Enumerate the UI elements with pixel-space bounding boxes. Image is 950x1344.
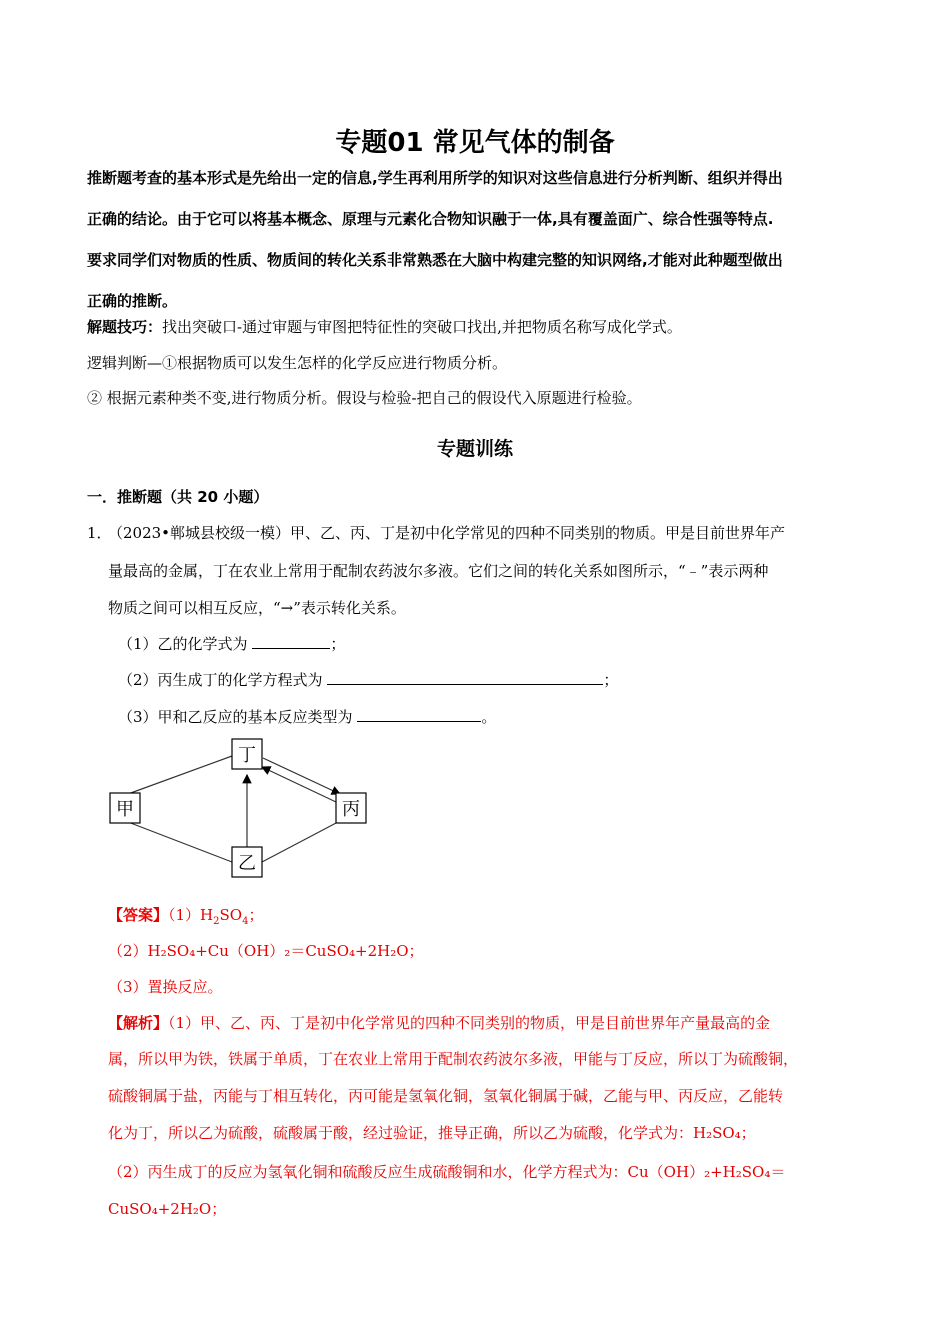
intro-line: 正确的推断。 [87,292,178,310]
tips-line-2: 逻辑判断—①根据物质可以发生怎样的化学反应进行物质分析。 [87,354,508,372]
intro-line: 要求同学们对物质的性质、物质间的转化关系非常熟悉在大脑中构建完整的知识网络,才能对此种题型做出 [87,251,783,269]
node-bing-label: 丙 [342,799,360,820]
sub-question-1: （1）乙的化学式为 ； [118,635,346,653]
arrow-ding-to-bing [263,758,340,794]
question-number: 1． [87,524,112,542]
analysis-line: 属，所以甲为铁，铁属于单质，丁在农业上常用于配制农药波尔多液，甲能与丁反应，所以丁为硫酸铜， [108,1050,799,1068]
answer-blank[interactable] [252,634,330,649]
tips-text: 找出突破口-通过审题与审图把特征性的突破口找出,并把物质名称写成化学式。 [162,318,682,336]
analysis-label: 【解析】 [108,1014,169,1032]
analysis-line: （2）丙生成丁的反应为氢氧化铜和硫酸反应生成硫酸铜和水，化学方程式为：Cu（OH）₂+H₂SO₄＝ [108,1163,786,1181]
intro-line: 正确的结论。由于它可以将基本概念、原理与元素化合物知识融于一体,具有覆盖面广、综合性强等特点. [87,210,774,228]
question-line: 量最高的金属，丁在农业上常用于配制农药波尔多液。它们之间的转化关系如图所示，“﹣”表示两种 [108,562,769,580]
node-yi-label: 乙 [238,853,256,874]
tips-label: 解题技巧： [87,318,163,336]
arrow-bing-to-ding [262,767,336,802]
analysis-line: 化为丁，所以乙为硫酸，硫酸属于酸，经过验证，推导正确，所以乙为硫酸，化学式为：H₂SO₄； [108,1124,756,1142]
answer-line-3: （3）置换反应。 [108,978,223,996]
link-yi-bing [262,822,338,862]
intro-line: 推断题考查的基本形式是先给出一定的信息,学生再利用所学的知识对这些信息进行分析判断、组织并得出 [87,169,783,187]
analysis-line: CuSO₄+2H₂O； [108,1200,227,1218]
link-jia-ding [128,756,232,794]
analysis-line: 硫酸铜属于盐，丙能与丁相互转化，丙可能是氢氧化铜，氢氧化铜属于碱，乙能与甲、丙反应，乙能转 [108,1087,784,1105]
answer-label: 【答案】 [108,906,169,924]
section-subtitle: 专题训练 [436,438,513,460]
link-jia-yi [128,822,232,862]
sub-question-2: （2）丙生成丁的化学方程式为 ； [118,671,619,689]
page-title: 专题01 常见气体的制备 [335,128,615,158]
node-jia-label: 甲 [116,799,134,820]
question-line: （2023•郸城县校级一模）甲、乙、丙、丁是初中化学常见的四种不同类别的物质。甲是目前世界年产 [108,524,786,542]
answer-blank[interactable] [327,670,603,685]
tips-line-1 [87,316,682,337]
section-heading: 一．推断题（共 20 小题） [87,488,269,506]
answer-blank[interactable] [357,707,481,722]
sub-question-3: （3）甲和乙反应的基本反应类型为 。 [118,708,497,726]
node-ding-label: 丁 [238,745,256,766]
tips-line-3: ② 根据元素种类不变,进行物质分析。假设与检验-把自己的假设代入原题进行检验。 [87,389,642,407]
question-line: 物质之间可以相互反应，“→”表示转化关系。 [108,599,406,617]
analysis-line-1: 【解析】（1）甲、乙、丙、丁是初中化学常见的四种不同类别的物质，甲是目前世界年产量最高的金 [108,1014,771,1032]
answer-line-2: （2）H₂SO₄+Cu（OH）₂＝CuSO₄+2H₂O； [108,942,424,960]
relation-diagram [100,732,380,882]
answer-line-1: 【答案】$(1)H_2SO_4$； [108,906,264,927]
intro-paragraph [87,158,877,322]
